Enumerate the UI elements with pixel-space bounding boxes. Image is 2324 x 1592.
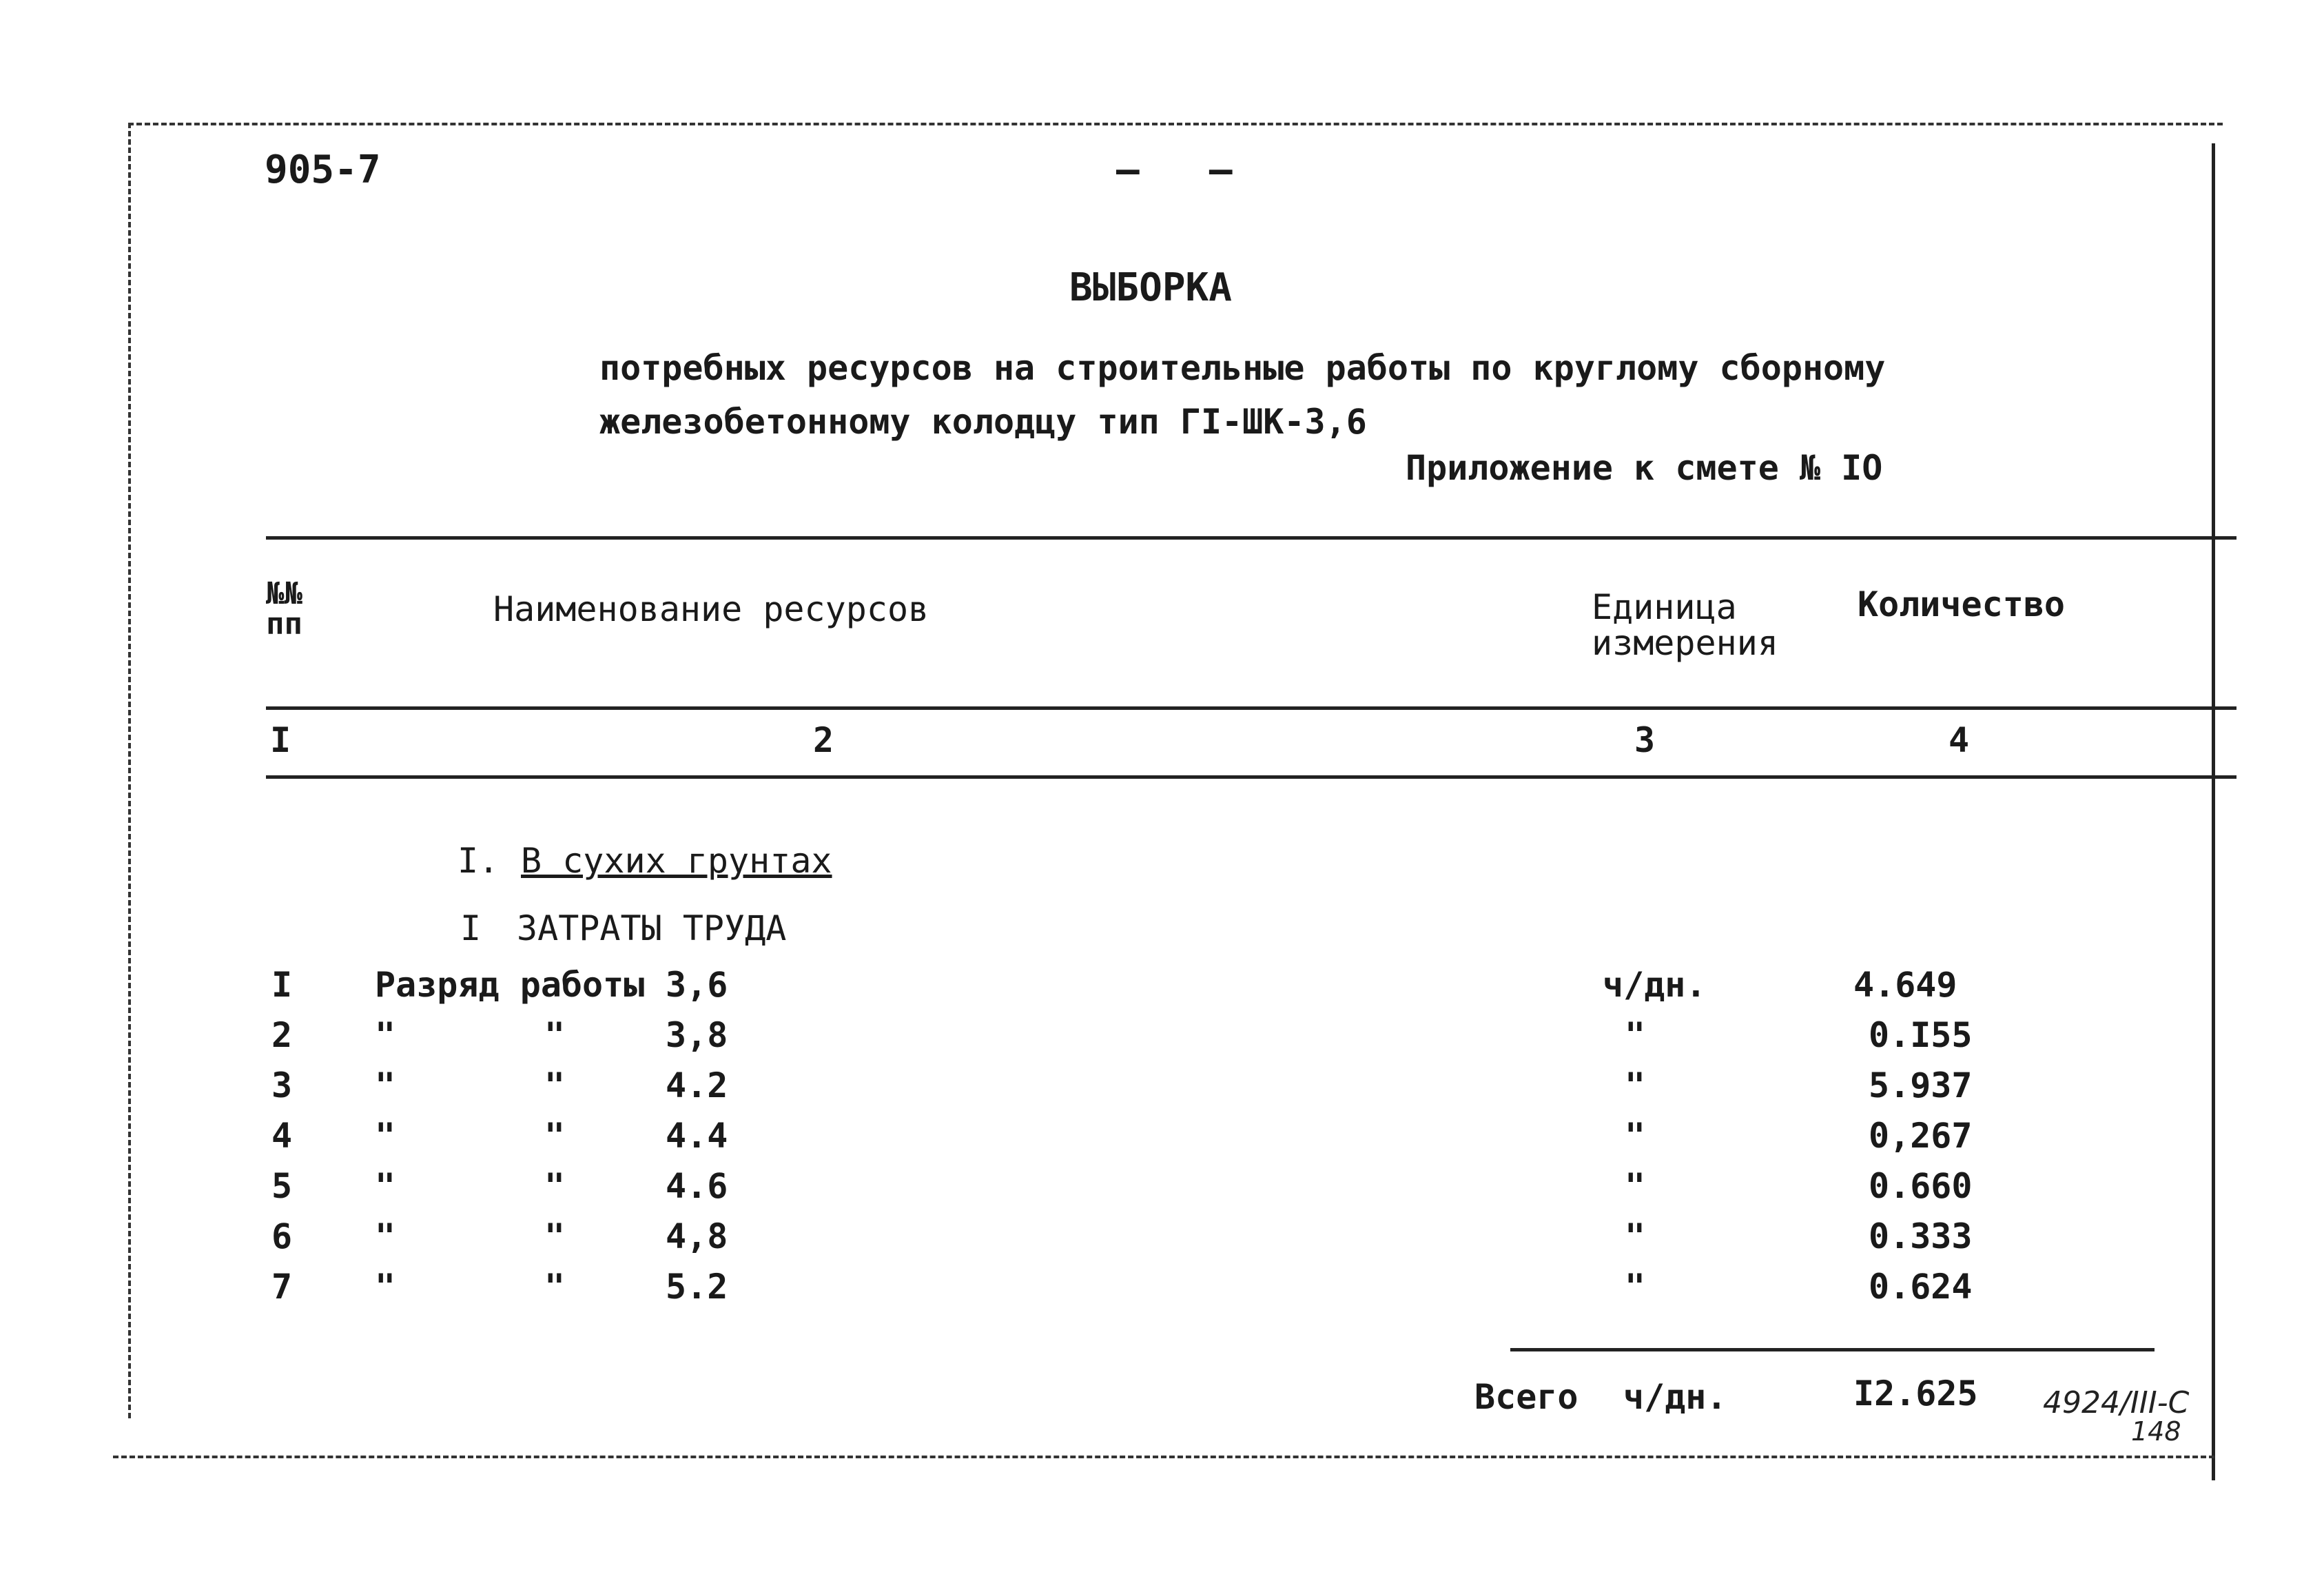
col-header-num: №№ пп xyxy=(266,576,302,642)
ditto-mark: " xyxy=(544,1216,566,1256)
row-unit: " xyxy=(1625,1015,1646,1055)
ditto-mark: " xyxy=(544,1116,566,1156)
row-grade: 3,8 xyxy=(666,1015,728,1055)
row-num: 2 xyxy=(271,1015,293,1055)
row-qty: 0,267 xyxy=(1869,1116,1973,1156)
row-grade: 5.2 xyxy=(666,1267,728,1307)
row-qty: 0.333 xyxy=(1869,1216,1973,1256)
table-row xyxy=(0,1267,2324,1316)
ditto-mark: " xyxy=(375,1015,396,1055)
archive-stamp xyxy=(2043,1385,2189,1447)
table-row xyxy=(0,1166,2324,1216)
ditto-mark: " xyxy=(544,1267,566,1307)
ditto-mark: " xyxy=(375,1216,396,1256)
subsection-number: I xyxy=(460,908,482,948)
row-unit: " xyxy=(1625,1216,1646,1256)
row-qty: 4.649 xyxy=(1853,965,1957,1005)
header-rule xyxy=(266,706,2236,710)
table-row xyxy=(0,1065,2324,1115)
column-number-rule xyxy=(266,775,2236,779)
frame-bottom-border xyxy=(113,1456,2214,1458)
subsection-title: ЗАТРАТЫ ТРУДА xyxy=(517,908,787,948)
frame-top-border xyxy=(128,123,2223,125)
col-number-1: I xyxy=(270,720,291,760)
col-number-2: 2 xyxy=(813,720,834,760)
section-number: I. xyxy=(457,841,500,881)
row-name: Разряд работы xyxy=(375,965,645,1005)
row-qty: 0.I55 xyxy=(1869,1015,1973,1055)
row-grade: 4,8 xyxy=(666,1216,728,1256)
row-qty: 0.660 xyxy=(1869,1166,1973,1206)
row-unit: ч/дн. xyxy=(1603,965,1707,1005)
row-unit: " xyxy=(1625,1166,1646,1206)
table-row xyxy=(0,1116,2324,1165)
row-qty: 0.624 xyxy=(1869,1267,1973,1307)
col-number-4: 4 xyxy=(1948,720,1970,760)
section-title: В сухих грунтах xyxy=(521,841,832,881)
col-number-3: 3 xyxy=(1634,720,1656,760)
row-qty: 5.937 xyxy=(1869,1065,1973,1105)
appendix-note: Приложение к смете № IO xyxy=(1406,448,1883,488)
total-unit: ч/дн. xyxy=(1623,1377,1727,1417)
row-unit: " xyxy=(1625,1065,1646,1105)
table-row xyxy=(0,965,2324,1014)
row-grade: 4.2 xyxy=(666,1065,728,1105)
total-rule xyxy=(1510,1348,2155,1351)
ditto-mark: " xyxy=(375,1166,396,1206)
doc-code: 905-7 xyxy=(265,147,381,192)
row-num: 3 xyxy=(271,1065,293,1105)
row-num: 6 xyxy=(271,1216,293,1256)
row-grade: 4.4 xyxy=(666,1116,728,1156)
header-dash-marks: – – xyxy=(1116,147,1233,192)
table-top-rule xyxy=(266,536,2236,540)
col-header-qty: Количество xyxy=(1858,584,2066,624)
total-label: Всего xyxy=(1474,1377,1579,1417)
stamp-line2: 148 xyxy=(2131,1416,2181,1447)
row-unit: " xyxy=(1625,1116,1646,1156)
subtitle-line2: железобетонному колодцу тип ГI-ШК-3,6 xyxy=(599,402,1367,442)
ditto-mark: " xyxy=(375,1267,396,1307)
row-num: 4 xyxy=(271,1116,293,1156)
row-grade: 3,6 xyxy=(666,965,728,1005)
col-header-name: Наименование ресурсов xyxy=(493,589,929,629)
ditto-mark: " xyxy=(544,1065,566,1105)
table-row xyxy=(0,1216,2324,1266)
row-num: 7 xyxy=(271,1267,293,1307)
ditto-mark: " xyxy=(544,1166,566,1206)
table-row xyxy=(0,1015,2324,1065)
ditto-mark: " xyxy=(375,1116,396,1156)
stamp-line1: 4924/III-C xyxy=(2043,1385,2190,1420)
row-num: 5 xyxy=(271,1166,293,1206)
row-grade: 4.6 xyxy=(666,1166,728,1206)
row-unit: " xyxy=(1625,1267,1646,1307)
col-header-unit: Единица измерения xyxy=(1592,587,1778,663)
ditto-mark: " xyxy=(544,1015,566,1055)
page-title: ВЫБОРКА xyxy=(1069,265,1232,310)
ditto-mark: " xyxy=(375,1065,396,1105)
row-num: I xyxy=(271,965,293,1005)
total-value: I2.625 xyxy=(1853,1374,1978,1414)
subtitle-line1: потребных ресурсов на строительные работы по круглому сборному xyxy=(599,348,1886,388)
